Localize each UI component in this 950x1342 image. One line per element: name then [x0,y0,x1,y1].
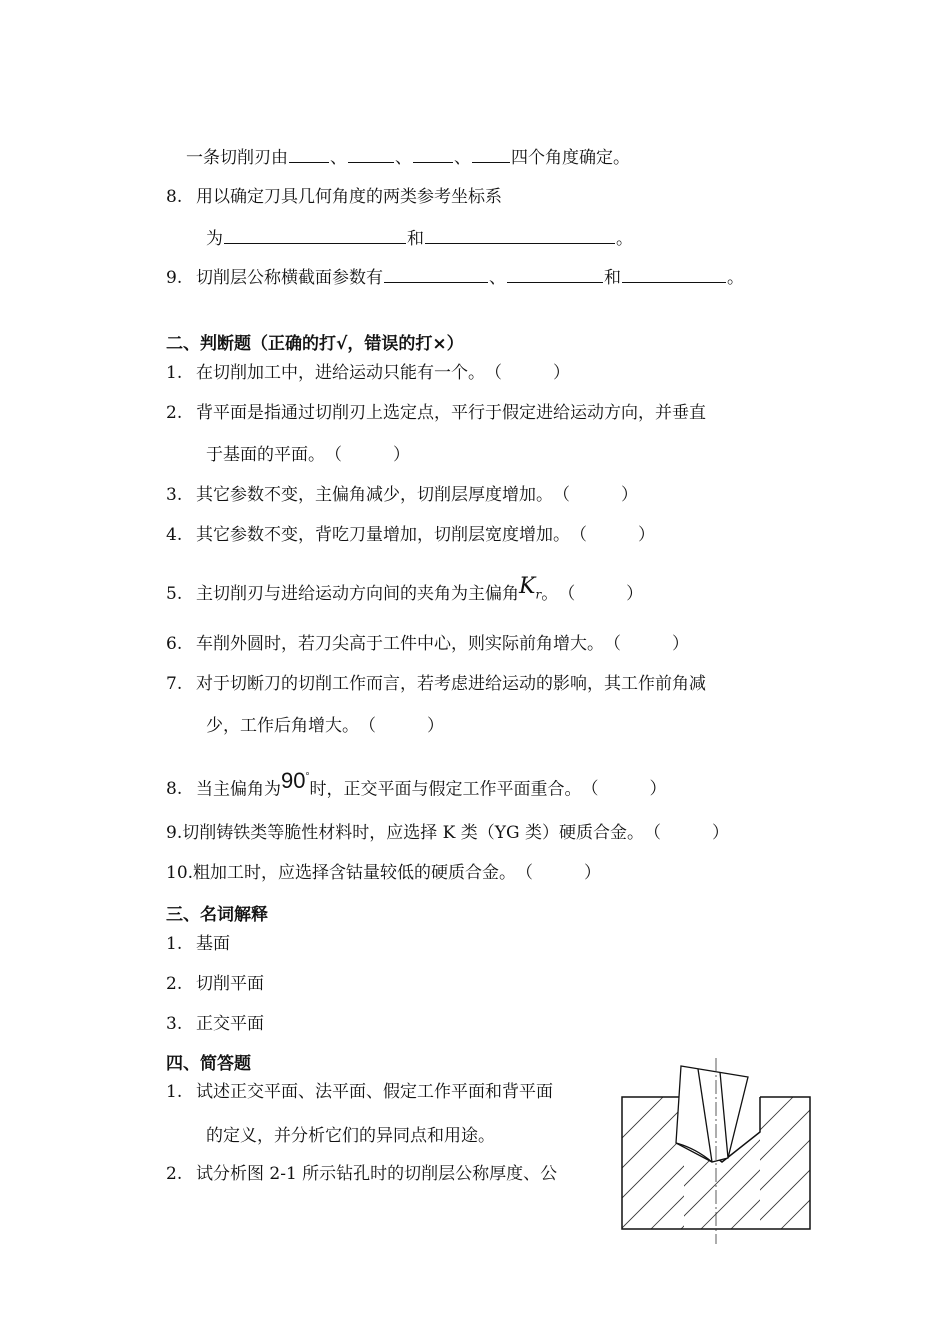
question-text: 为 [206,229,223,249]
item-text: 当主偏角为 [196,779,281,800]
item-text: 。 [541,584,559,604]
degree-sign: ° [305,772,310,783]
question-text: 和 [604,268,621,288]
section-heading-judgment: 二、判断题（正确的打√，错误的打×） [166,334,464,354]
item-text: 车削外圆时，若刀尖高于工件中心，则实际前角增大。 [196,634,604,654]
item-number: 9. [166,823,183,843]
answer-paren[interactable]: （ ） [581,779,667,800]
question-text: 和 [407,229,424,249]
item-text: 对于切断刀的切削工作而言，若考虑进给运动的影响，其工作前角减 [196,674,706,694]
item-text: 试述正交平面、法平面、假定工作平面和背平面 [196,1082,553,1102]
separator: 、 [395,148,412,168]
answer-paren[interactable]: （ ） [553,485,638,505]
item-text: 背平面是指通过切削刃上选定点，平行于假定进给运动方向，并垂直 [196,403,706,423]
section-heading-terms: 三、名词解释 [166,905,268,925]
answer-paren[interactable]: （ ） [325,445,410,465]
item-number: 5. [166,584,183,604]
answer-paren[interactable]: （ ） [485,363,570,383]
item-number: 3. [166,485,183,505]
question-text: 用以确定刀具几何角度的两类参考坐标系 [196,187,502,207]
section-heading-short-answer: 四、简答题 [166,1054,251,1074]
item-text: 少，工作后角增大。 [206,716,359,736]
item-number: 3. [166,1014,183,1034]
item-text: 其它参数不变，主偏角减少，切削层厚度增加。 [196,485,553,505]
answer-paren[interactable]: （ ） [604,634,689,654]
item-text: 粗加工时，应选择含钴量较低的硬质合金。 [193,863,517,883]
item-text: 正交平面 [196,1014,264,1034]
separator: 、 [489,268,506,288]
answer-paren[interactable]: （ ） [570,525,655,545]
item-number: 8. [166,779,183,800]
item-number: 2. [166,1164,183,1184]
item-number: 6. [166,634,183,654]
item-text: 切削铸铁类等脆性材料时，应选择 K 类（YG 类）硬质合金。 [182,823,644,843]
fill-line-text: 一条切削刃由 [186,148,288,168]
answer-paren[interactable]: （ ） [516,863,602,883]
question-text: 切削层公称横截面参数有 [196,268,383,288]
answer-paren[interactable]: （ ） [643,823,729,843]
question-number: 8. [166,187,183,207]
question-number: 9. [166,268,183,288]
item-number: 7. [166,674,183,694]
kr-letter: K [519,574,536,599]
item-number: 1. [166,934,183,954]
item-number: 1. [166,1082,183,1102]
fill-line-text: 四个角度确定。 [511,148,630,168]
angle-number: 90 [281,768,306,794]
item-text: 试分析图 2-1 所示钻孔时的切削层公称厚度、公 [196,1164,558,1184]
item-number: 2. [166,403,183,423]
item-text: 其它参数不变，背吃刀量增加，切削层宽度增加。 [196,525,570,545]
answer-paren[interactable]: （ ） [558,584,644,604]
item-text: 的定义，并分析它们的异同点和用途。 [206,1126,495,1146]
item-number: 2. [166,974,183,994]
item-number: 10. [166,863,194,883]
item-text: 于基面的平面。 [206,445,325,465]
item-text: 在切削加工中，进给运动只能有一个。 [196,363,485,383]
kr-subscript: r [535,587,542,602]
item-text: 时，正交平面与假定工作平面重合。 [309,779,582,800]
item-text: 切削平面 [196,974,264,994]
item-text: 主切削刃与进给运动方向间的夹角为主偏角 [196,584,519,604]
drill-bit [676,1066,748,1162]
separator: 、 [454,148,471,168]
item-number: 4. [166,525,183,545]
item-text: 基面 [196,934,230,954]
item-number: 1. [166,363,183,383]
question-text: 。 [616,229,633,249]
question-text: 。 [727,268,744,288]
answer-paren[interactable]: （ ） [359,716,444,736]
separator: 、 [330,148,347,168]
